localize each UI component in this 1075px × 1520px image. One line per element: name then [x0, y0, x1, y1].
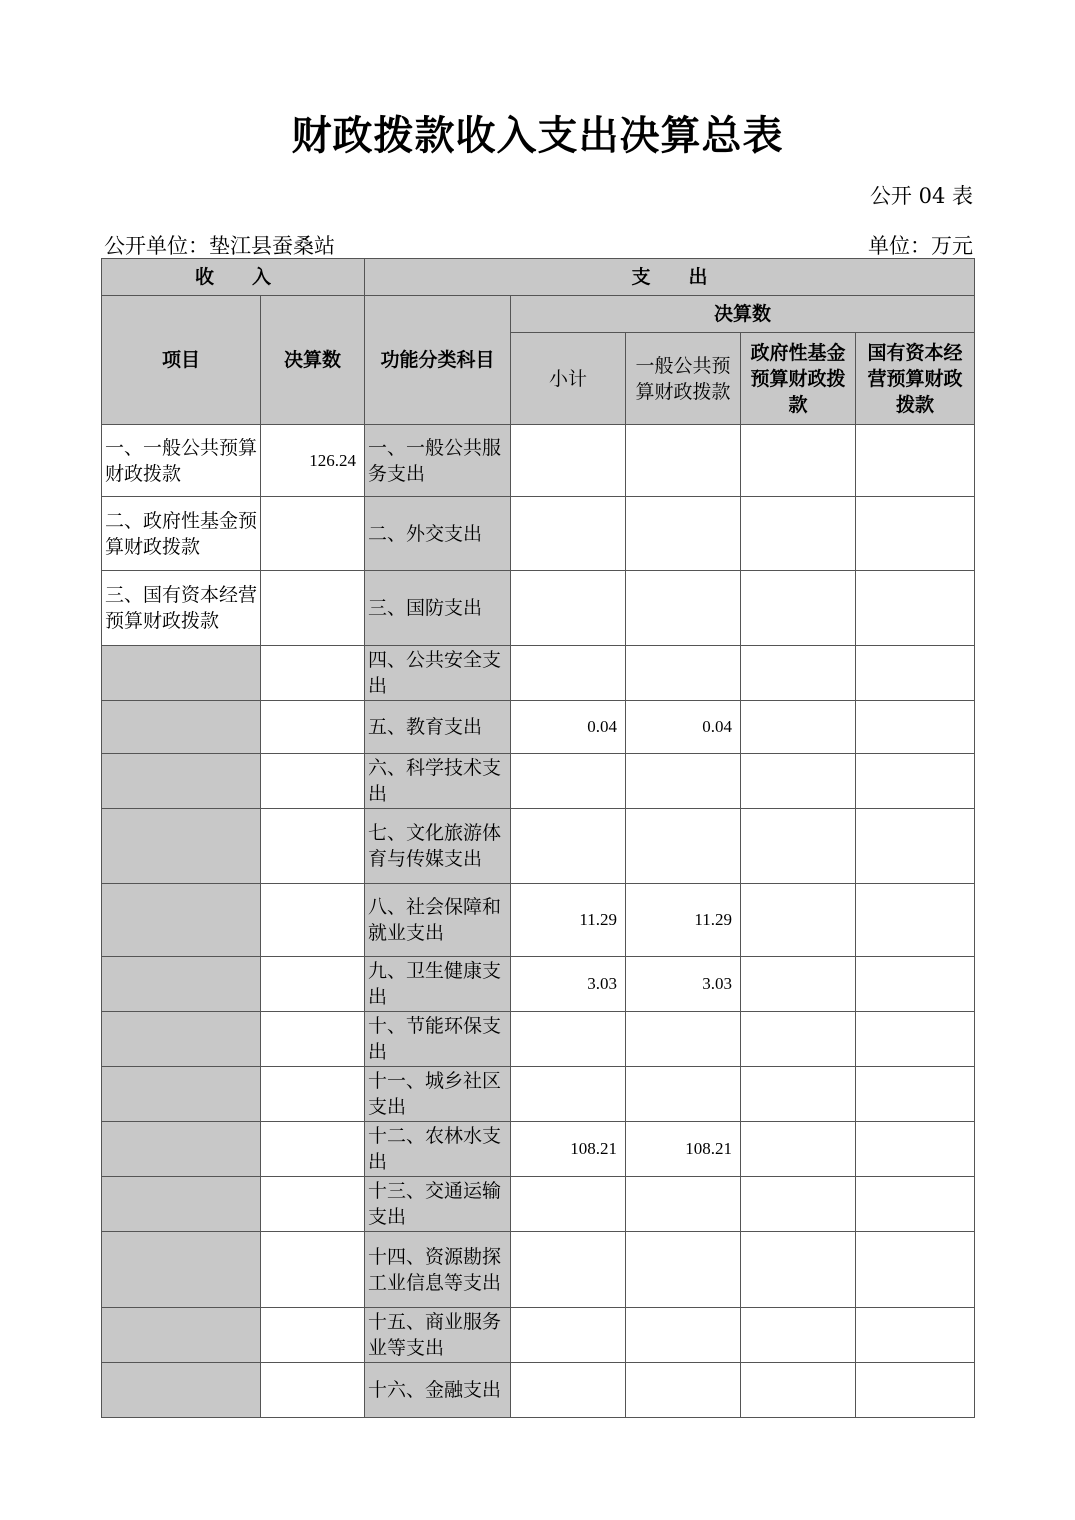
income-amount-cell: [261, 1308, 365, 1363]
general-cell: [626, 1177, 741, 1232]
subtotal-cell: [511, 1012, 626, 1067]
state-capital-cell: [856, 1012, 975, 1067]
gov-fund-cell: [741, 425, 856, 497]
table-row: [102, 1308, 975, 1363]
func-subject-cell: 十二、农林水支出: [365, 1122, 511, 1177]
income-amount-cell: [261, 884, 365, 957]
func-subject-cell: 四、公共安全支出: [365, 646, 511, 701]
income-item-cell: [102, 1177, 261, 1232]
state-capital-cell: [856, 646, 975, 701]
income-amount-cell: [261, 1177, 365, 1232]
income-item-cell: [102, 1012, 261, 1067]
gov-fund-header: 政府性基金预算财政拨款: [741, 333, 856, 425]
gov-fund-cell: [741, 884, 856, 957]
subtotal-cell: 3.03: [511, 957, 626, 1012]
table-row: [102, 1363, 975, 1418]
income-amount-cell: 126.24: [261, 425, 365, 497]
currency-unit: 单位：万元: [868, 234, 973, 258]
subtotal-cell: 0.04: [511, 701, 626, 754]
gov-fund-cell: [741, 1232, 856, 1308]
expense-header: 支 出: [365, 259, 975, 296]
table-row: [102, 1012, 975, 1067]
income-amount-cell: [261, 1363, 365, 1418]
state-capital-cell: [856, 1308, 975, 1363]
gov-fund-cell: [741, 809, 856, 884]
income-amount-cell: [261, 1232, 365, 1308]
general-cell: [626, 1363, 741, 1418]
func-subject-cell: 八、社会保障和就业支出: [365, 884, 511, 957]
gov-fund-cell: [741, 1067, 856, 1122]
subtotal-cell: [511, 571, 626, 646]
gov-fund-cell: [741, 497, 856, 571]
income-item-cell: [102, 1363, 261, 1418]
table-row: [102, 1177, 975, 1232]
subtotal-cell: [511, 754, 626, 809]
state-capital-header: 国有资本经营预算财政拨款: [856, 333, 975, 425]
subtotal-cell: [511, 1067, 626, 1122]
subtotal-cell: [511, 1363, 626, 1418]
subtotal-cell: [511, 425, 626, 497]
subtotal-header: 小计: [511, 333, 626, 425]
income-amount-cell: [261, 809, 365, 884]
func-subject-cell: 三、国防支出: [365, 571, 511, 646]
budget-table: [101, 258, 975, 1418]
income-item-cell: [102, 701, 261, 754]
state-capital-cell: [856, 809, 975, 884]
income-item-cell: [102, 1308, 261, 1363]
func-subject-cell: 十四、资源勘探工业信息等支出: [365, 1232, 511, 1308]
state-capital-cell: [856, 1067, 975, 1122]
income-amount-cell: [261, 571, 365, 646]
func-subject-cell: 十、节能环保支出: [365, 1012, 511, 1067]
table-row: [102, 1122, 975, 1177]
general-cell: 108.21: [626, 1122, 741, 1177]
subtotal-cell: [511, 1308, 626, 1363]
gov-fund-cell: [741, 1012, 856, 1067]
subtotal-cell: [511, 497, 626, 571]
reporting-unit: 公开单位：垫江县蚕桑站: [104, 234, 335, 258]
table-row: [102, 1232, 975, 1308]
income-item-cell: [102, 1067, 261, 1122]
income-header: 收 入: [102, 259, 365, 296]
state-capital-cell: [856, 701, 975, 754]
gov-fund-cell: [741, 646, 856, 701]
general-cell: [626, 1308, 741, 1363]
general-cell: [626, 1012, 741, 1067]
state-capital-cell: [856, 1232, 975, 1308]
gov-fund-cell: [741, 571, 856, 646]
func-subject-cell: 十一、城乡社区支出: [365, 1067, 511, 1122]
subtotal-cell: [511, 646, 626, 701]
table-row: [102, 884, 975, 957]
table-row: [102, 425, 975, 497]
func-subject-header: 功能分类科目: [365, 296, 511, 425]
final-amount-header: 决算数: [511, 296, 975, 333]
page-title: 财政拨款收入支出决算总表: [291, 112, 784, 159]
func-subject-cell: 五、教育支出: [365, 701, 511, 754]
income-amount-cell: [261, 754, 365, 809]
subtotal-cell: 108.21: [511, 1122, 626, 1177]
func-subject-cell: 九、卫生健康支出: [365, 957, 511, 1012]
state-capital-cell: [856, 1177, 975, 1232]
income-item-cell: [102, 1232, 261, 1308]
general-cell: [626, 754, 741, 809]
general-cell: [626, 497, 741, 571]
table-row: [102, 754, 975, 809]
gov-fund-cell: [741, 1122, 856, 1177]
func-subject-cell: 七、文化旅游体育与传媒支出: [365, 809, 511, 884]
general-cell: [626, 1067, 741, 1122]
subtotal-cell: [511, 809, 626, 884]
func-subject-cell: 二、外交支出: [365, 497, 511, 571]
state-capital-cell: [856, 957, 975, 1012]
income-amount-cell: [261, 1067, 365, 1122]
gov-fund-cell: [741, 754, 856, 809]
form-number: 公开 04 表: [869, 184, 973, 208]
state-capital-cell: [856, 425, 975, 497]
income-amount-cell: [261, 957, 365, 1012]
subtotal-cell: 11.29: [511, 884, 626, 957]
general-cell: [626, 809, 741, 884]
state-capital-cell: [856, 1122, 975, 1177]
gov-fund-cell: [741, 1177, 856, 1232]
general-cell: 11.29: [626, 884, 741, 957]
general-cell: [626, 571, 741, 646]
func-subject-cell: 十三、交通运输支出: [365, 1177, 511, 1232]
state-capital-cell: [856, 754, 975, 809]
income-amount-cell: [261, 1012, 365, 1067]
income-item-cell: [102, 884, 261, 957]
table-row: [102, 809, 975, 884]
income-item-cell: 一、一般公共预算财政拨款: [102, 425, 261, 497]
income-item-cell: [102, 957, 261, 1012]
income-item-cell: [102, 809, 261, 884]
func-subject-cell: 六、科学技术支出: [365, 754, 511, 809]
state-capital-cell: [856, 497, 975, 571]
gov-fund-cell: [741, 701, 856, 754]
state-capital-cell: [856, 571, 975, 646]
income-item-cell: [102, 646, 261, 701]
table-row: [102, 646, 975, 701]
income-item-cell: [102, 754, 261, 809]
amount-header: 决算数: [261, 296, 365, 425]
income-amount-cell: [261, 646, 365, 701]
income-item-cell: [102, 1122, 261, 1177]
table-row: [102, 497, 975, 571]
general-cell: 3.03: [626, 957, 741, 1012]
general-cell: [626, 1232, 741, 1308]
income-amount-cell: [261, 701, 365, 754]
income-amount-cell: [261, 497, 365, 571]
general-cell: [626, 646, 741, 701]
income-item-cell: 二、政府性基金预算财政拨款: [102, 497, 261, 571]
state-capital-cell: [856, 884, 975, 957]
table-row: [102, 957, 975, 1012]
gov-fund-cell: [741, 1363, 856, 1418]
table-row: [102, 571, 975, 646]
state-capital-cell: [856, 1363, 975, 1418]
general-header: 一般公共预算财政拨款: [626, 333, 741, 425]
table-row: [102, 1067, 975, 1122]
gov-fund-cell: [741, 1308, 856, 1363]
general-cell: [626, 425, 741, 497]
subtotal-cell: [511, 1177, 626, 1232]
func-subject-cell: 十五、商业服务业等支出: [365, 1308, 511, 1363]
general-cell: 0.04: [626, 701, 741, 754]
income-item-cell: 三、国有资本经营预算财政拨款: [102, 571, 261, 646]
income-amount-cell: [261, 1122, 365, 1177]
subtotal-cell: [511, 1232, 626, 1308]
func-subject-cell: 一、一般公共服务支出: [365, 425, 511, 497]
table-row: [102, 701, 975, 754]
func-subject-cell: 十六、金融支出: [365, 1363, 511, 1418]
item-header: 项目: [102, 296, 261, 425]
gov-fund-cell: [741, 957, 856, 1012]
